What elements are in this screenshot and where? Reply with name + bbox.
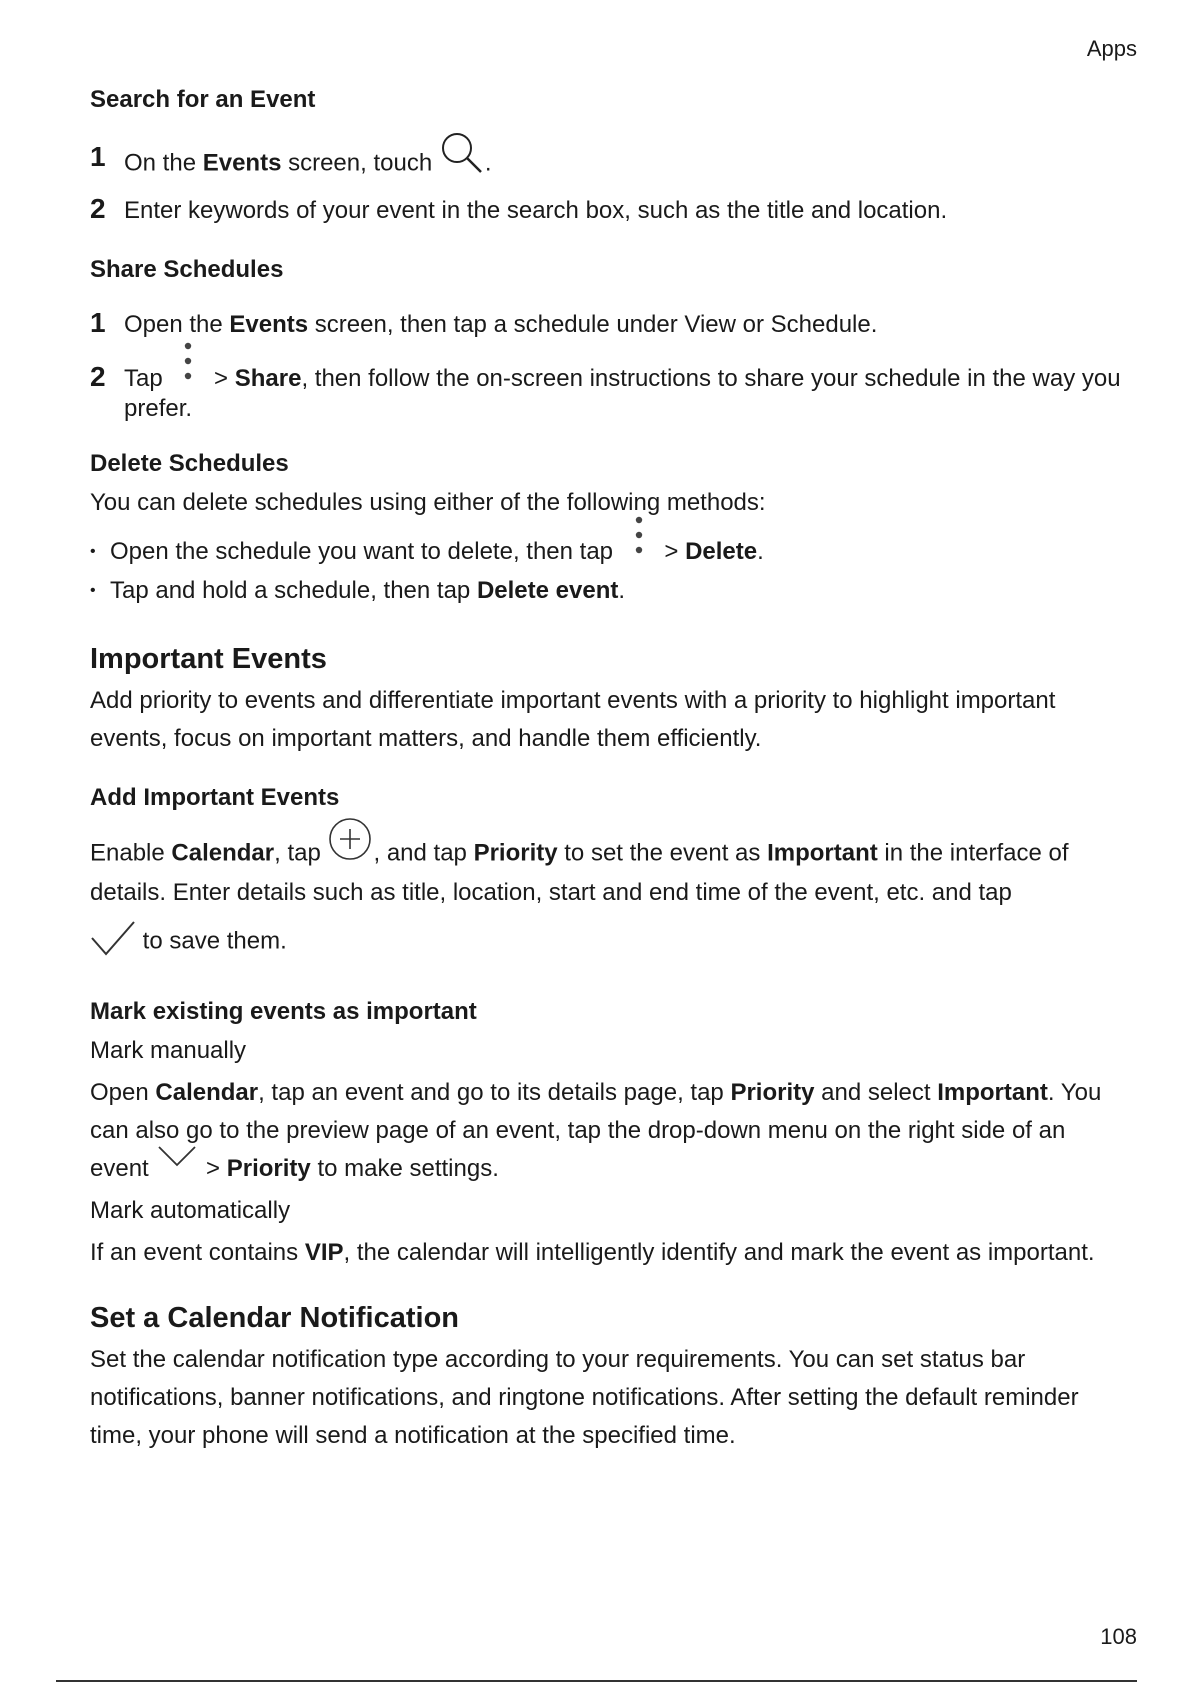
mark-heading: Mark existing events as important (90, 998, 477, 1026)
footer-divider (56, 1680, 1137, 1682)
share-step-1: 1 Open the Events screen, then tap a schedule under View or Schedule. (90, 307, 878, 338)
delete-intro: You can delete schedules using either of the following methods: (90, 489, 766, 516)
notification-heading: Set a Calendar Notification (90, 1302, 460, 1335)
mark-auto-label: Mark automatically (90, 1197, 291, 1225)
mark-auto-text: If an event contains VIP, the calendar will intelligently identify and mark the event as important. (90, 1239, 1095, 1267)
page-content (90, 86, 1130, 1455)
delete-bullet-1: • Open the schedule you want to delete, then tap > Delete. (90, 536, 1130, 569)
mark-manual-text: Open Calendar, tap an event and go to its details page, tap Priority and select Important. You can also go to the preview page of an event, tap the drop-down menu on the right side of an event > Priority to make settings. (90, 1079, 1102, 1183)
chevron-down-icon (155, 1141, 199, 1183)
mark-manual-label: Mark manually (90, 1037, 247, 1065)
more-vertical-icon (183, 340, 193, 394)
search-heading: Search for an Event (90, 86, 316, 113)
delete-heading: Delete Schedules (90, 450, 289, 477)
more-vertical-icon (634, 514, 644, 569)
add-important-heading: Add Important Events (90, 784, 340, 812)
important-intro: Add priority to events and differentiate important events with a priority to highlight important events, focus on important matters, and handle them efficiently. (90, 687, 1056, 753)
important-heading: Important Events (90, 643, 327, 676)
search-icon (439, 130, 485, 184)
search-step-2: 2 Enter keywords of your event in the search box, such as the title and location. (90, 193, 948, 224)
page-number: 108 (1100, 1624, 1137, 1649)
step-number: 1 (90, 141, 106, 172)
add-important-text: Enable Calendar, tap , and tap Priority to set the event as Important in the interface of details. Enter details such as title, location, start and end time of the event, etc. and tap to save them. (90, 834, 1130, 972)
step-number: 2 (90, 193, 106, 224)
section-header: Apps (1086, 36, 1137, 61)
share-step-2: 2 Tap > Share, then follow the on-screen instructions to share your schedule in the way you prefer. (90, 364, 1130, 424)
search-step-1: 1 On the Events screen, touch . (90, 144, 1130, 184)
step-number: 2 (90, 361, 106, 392)
notification-text: Set the calendar notification type according to your requirements. You can set status bar notifications, banner notifications, and ringtone notifications. After setting the default reminder time, your phone will send a notification at the specified time. (90, 1346, 1079, 1450)
add-circle-icon (327, 816, 373, 874)
checkmark-icon (90, 920, 136, 972)
share-heading: Share Schedules (90, 256, 284, 283)
delete-bullet-2: • Tap and hold a schedule, then tap Delete event. (90, 575, 1130, 607)
step-number: 1 (90, 307, 106, 338)
